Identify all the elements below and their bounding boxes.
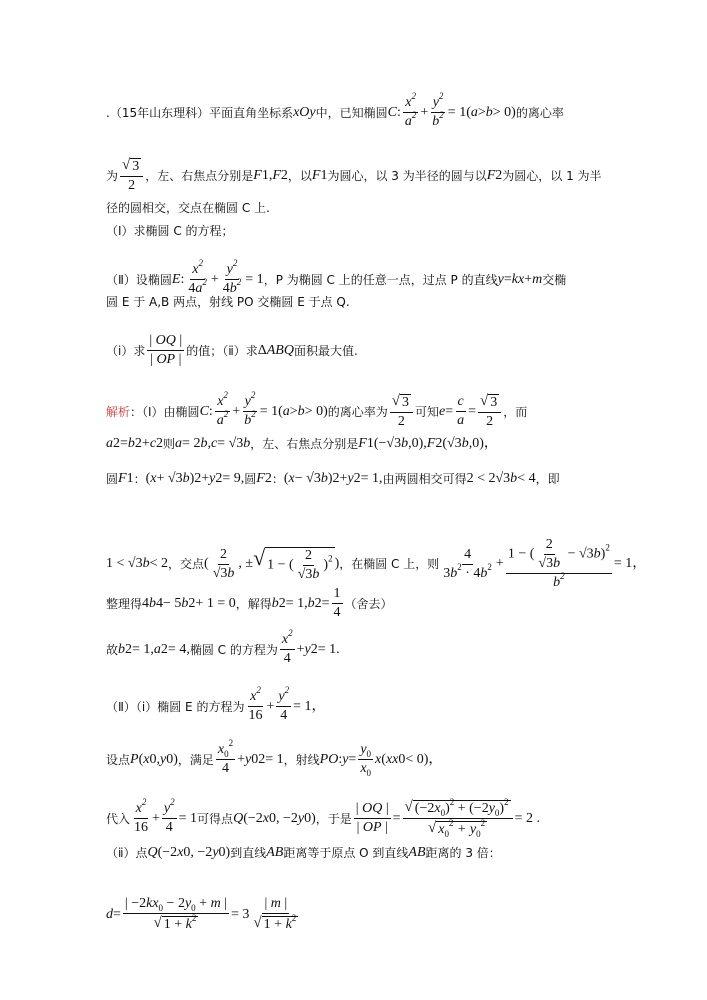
solution-line-1: 解析 ：（Ⅰ）由椭圆 C : $\frac{x^2}{a^2}$ + $\frac{y^2}{b^2}$ = 1( a > b > 0) 的离心率为 √ 3 2 可知 e = $\frac{c}{a}$ = √ 3 2 ，而: [106, 390, 528, 429]
solution-line-9: 代入 $\frac{x^2}{16}$ + $\frac{y^2}{4}$ = 1 可得点 Q (−2 x 0 , −2 y 0 ) ，于是 $\frac{| OQ |}{| OP |}$ = √ $(-2x_0)^2 + (-2y_0)^2$ √ $x_0^2 + y_0^2$ = 2 .: [106, 797, 540, 839]
ellipse-c-term-x: $\frac{x^2}{a^2}$: [404, 91, 417, 129]
problem-line-3: 径的圆相交，交点在椭圆 C 上.: [106, 201, 270, 215]
solution-line-5: 整理得 4 b 4 − 5 b 2 + 1 = 0 ，解得 b 2 = 1, b 2 = $\frac{1}{4}$ （舍去）: [106, 586, 393, 620]
question-2: （Ⅱ）设椭圆 E : $\frac{x^2}{4a^2}$ + $\frac{y^2}{4b^2}$ = 1 ，P 为椭圆 C 上的任意一点，过点 P 的直线 y = kx + m 交椭: [106, 258, 567, 296]
solution-line-8: 设点 P ( x 0 , y 0 ) ，满足 $\frac{x_0^2}{4}$ + y 0 2 = 1 ，射线 PO : y = $\frac{y_0}{x_0}$ x ( xx 0 < 0)，: [106, 738, 443, 778]
solution-line-10: （ⅱ）点 Q (−2 x 0 , −2 y 0 ) 到直线 AB 距离等于原点 O 到直线 AB 距离的 3 倍：: [106, 845, 501, 860]
solution-line-4: 1 < √3 b < 2 ，交点 ( $\frac{2}{√3b}$ , ± √ 1 − ( $\frac{2}{√3b}$ )$^2$ ) ，在椭圆 C 上，则 $\frac{4}{3b^2 \cdot 4b^2}$ + 1 − ( $\frac{2}{√3b}$ − √3b)$^2$ $b^2$ = 1，: [106, 537, 647, 590]
solution-line-7: （Ⅱ）（ⅰ）椭圆 E 的方程为 $\frac{x^2}{16}$ + $\frac{y^2}{4}$ = 1，: [106, 685, 326, 723]
problem-line-6: 圆 E 于 A,B 两点，射线 PO 交椭圆 E 于点 Q.: [106, 295, 350, 309]
problem-line-2: 为 √ 3 2 ，左、右焦点分别是 F 1 , F 2 ，以 F 1 为圆心，以 3 为半径的圆与以 F 2 为圆心，以 1 为半: [106, 157, 602, 193]
ellipse-c-term-y: $\frac{y^2}{b^2}$: [432, 91, 444, 129]
question-1: （Ⅰ）求椭圆 C 的方程；: [106, 224, 234, 238]
question-2-subparts: （ⅰ）求 $\frac{| OQ |}{| OP |}$ 的值；（ⅱ）求 Δ ABQ 面积最大值.: [106, 333, 358, 367]
solution-line-6: 故 b 2 = 1, a 2 = 4, 椭圆 C 的方程为 $\frac{x^2}{4}$ + y 2 = 1.: [106, 628, 340, 666]
solution-line-3: 圆 F 1 ： ( x + √3 b ) 2 + y 2 = 9, 圆 F 2 ： ( x − √3 b ) 2 + y 2 = 1, 由两圆相交可得 2 < 2√3 b < 4 ，即: [106, 471, 560, 486]
solution-line-11: d = | $-2kx_0 - 2y_0 + m$ | √ $1 + k^2$ = 3 | m | √ $1 + k^2$: [106, 896, 297, 932]
problem-source: .（15年山东理科）平面直角坐标系: [106, 105, 294, 120]
solution-line-2: a 2 = b 2 + c 2 则 a = 2 b , c = √3 b ，左、右焦点分别是 F 1 (−√3 b ,0), F 2 (√3 b ,0)，: [106, 436, 498, 451]
solution-label: 解析: [106, 404, 131, 419]
eccentricity-fraction: √ 3 2: [120, 158, 143, 193]
problem-line-1: .（15年山东理科）平面直角坐标系 xOy 中，已知椭圆 C : $\frac{x^2}{a^2}$ + $\frac{y^2}{b^2}$ = 1( a > b > 0) 的离心率: [106, 91, 564, 129]
